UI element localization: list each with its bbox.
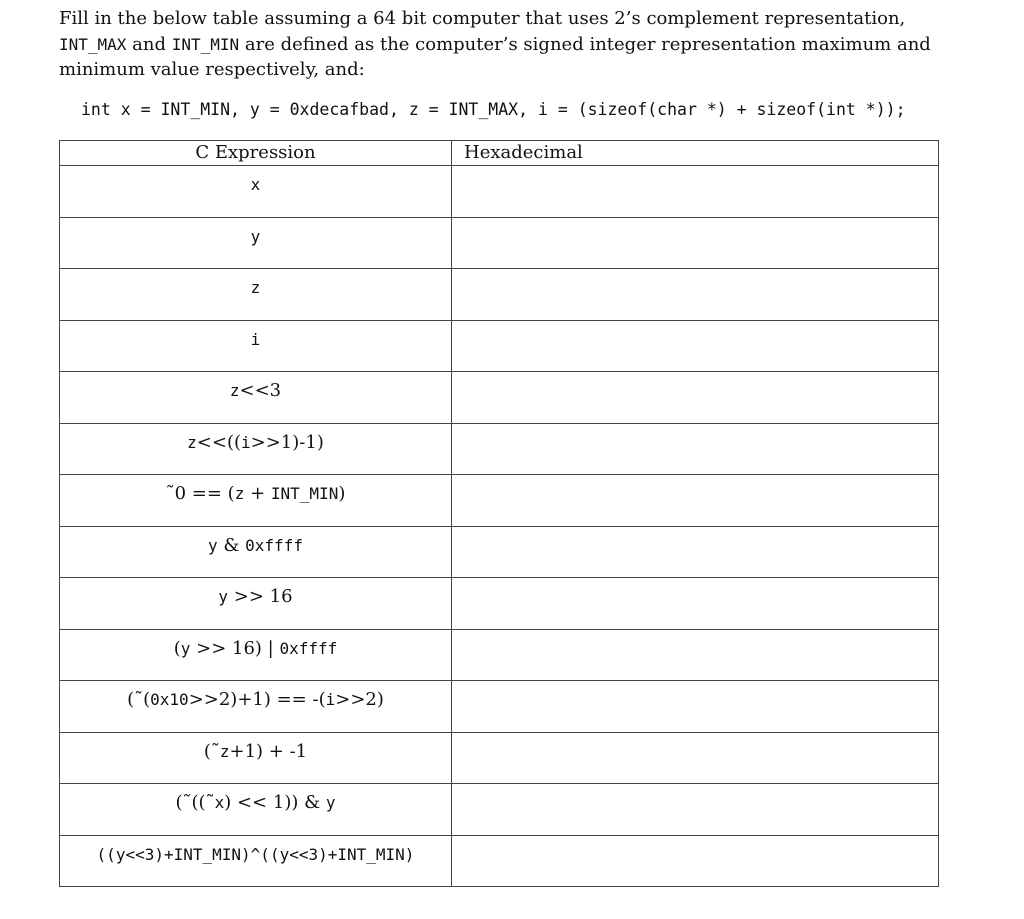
hexadecimal-answer[interactable]	[452, 681, 938, 731]
hexadecimal-answer-cell[interactable]	[452, 835, 939, 887]
hexadecimal-answer[interactable]	[452, 527, 938, 577]
expression-part: ˜0 == (	[165, 483, 235, 504]
hexadecimal-answer[interactable]	[452, 578, 938, 628]
expression-cell	[60, 629, 452, 681]
hexadecimal-answer-cell[interactable]	[452, 578, 939, 630]
c-expression	[60, 424, 451, 454]
expression-table	[59, 140, 939, 887]
expression-cell	[60, 269, 452, 321]
hexadecimal-answer-cell[interactable]	[452, 784, 939, 836]
expression-part: x	[250, 175, 261, 194]
hexadecimal-answer-cell[interactable]	[452, 629, 939, 681]
hexadecimal-answer-cell[interactable]	[452, 166, 939, 218]
hexadecimal-answer[interactable]	[452, 836, 938, 886]
expression-part: y	[325, 793, 336, 812]
expression-part: ) << 1)) &	[224, 792, 326, 813]
table-row	[60, 784, 939, 836]
expression-cell	[60, 681, 452, 733]
expression-part: &	[217, 534, 246, 556]
problem-statement	[59, 6, 959, 83]
hexadecimal-answer[interactable]	[452, 424, 938, 474]
expression-part: y	[208, 535, 218, 555]
table-row	[60, 629, 939, 681]
table-row	[60, 732, 939, 784]
expression-part: z	[250, 278, 261, 297]
expression-part: >> 16	[228, 586, 293, 607]
expression-cell	[60, 526, 452, 578]
expression-part: y	[250, 226, 261, 246]
expression-part: y	[180, 638, 191, 658]
c-expression	[60, 836, 451, 866]
table-header-row	[60, 141, 939, 166]
hexadecimal-answer[interactable]	[452, 269, 938, 319]
expression-part: i	[250, 329, 261, 349]
intro-text-1: Fill in the below table assuming a 64 bit computer that uses 2’s complement representation,	[59, 8, 906, 29]
table-row	[60, 423, 939, 475]
hexadecimal-answer[interactable]	[452, 630, 938, 680]
expression-part: 0xffff	[279, 638, 338, 658]
expression-cell	[60, 166, 452, 218]
table-row	[60, 372, 939, 424]
expression-part: z	[187, 432, 197, 452]
expression-part: i	[241, 432, 251, 452]
hexadecimal-answer[interactable]	[452, 475, 938, 525]
expression-cell	[60, 372, 452, 424]
expression-cell	[60, 217, 452, 269]
expression-part: z	[229, 381, 240, 400]
expression-cell	[60, 835, 452, 887]
expression-part: +	[244, 483, 271, 504]
expression-part: (˜(	[127, 689, 151, 710]
hexadecimal-answer-cell[interactable]	[452, 732, 939, 784]
hexadecimal-answer-cell[interactable]	[452, 681, 939, 733]
table-row	[60, 269, 939, 321]
table-row	[60, 475, 939, 527]
hexadecimal-answer-cell[interactable]	[452, 269, 939, 321]
table-row	[60, 320, 939, 372]
hexadecimal-answer-cell[interactable]	[452, 320, 939, 372]
expression-part: >>2)	[335, 689, 384, 710]
c-expression	[60, 784, 451, 814]
expression-part: i	[325, 690, 336, 709]
c-expression	[60, 630, 451, 660]
expression-part: 0xffff	[245, 535, 303, 555]
expression-part: z	[234, 484, 245, 503]
expression-part: x	[214, 793, 225, 812]
c-expression	[60, 218, 451, 248]
hexadecimal-answer[interactable]	[452, 784, 938, 834]
intro-text-2: and	[126, 33, 172, 55]
hexadecimal-answer[interactable]	[452, 372, 938, 422]
hexadecimal-answer-cell[interactable]	[452, 372, 939, 424]
c-expression	[60, 475, 451, 505]
expression-cell	[60, 784, 452, 836]
expression-cell	[60, 578, 452, 630]
hexadecimal-answer[interactable]	[452, 733, 938, 783]
expression-cell	[60, 423, 452, 475]
table-row	[60, 835, 939, 887]
hexadecimal-answer-cell[interactable]	[452, 217, 939, 269]
hexadecimal-answer-cell[interactable]	[452, 526, 939, 578]
intro-text-3: are defined as the computer’s signed integer representation maximum and minimum value respectively, and:	[59, 33, 931, 80]
variable-declarations: int x = INT_MIN, y = 0xdecafbad, z = INT_MAX, i = (sizeof(char *) + sizeof(int *));	[81, 100, 906, 119]
table-row	[60, 681, 939, 733]
hexadecimal-answer-cell[interactable]	[452, 423, 939, 475]
expression-part: <<3	[239, 380, 282, 401]
hexadecimal-answer[interactable]	[452, 218, 938, 268]
table-row	[60, 578, 939, 630]
expression-part: y	[218, 587, 229, 606]
hexadecimal-answer[interactable]	[452, 166, 938, 216]
int-min-term: INT_MIN	[171, 34, 240, 54]
c-expression	[60, 166, 451, 196]
expression-part: z	[219, 741, 230, 761]
header-c-expression: C Expression	[60, 141, 452, 166]
c-expression	[60, 733, 451, 763]
expression-cell	[60, 475, 452, 527]
expression-part: )	[338, 483, 346, 504]
c-expression	[60, 269, 451, 299]
expression-part: (˜	[203, 740, 220, 762]
expression-part: >>1)-1)	[250, 431, 324, 453]
expression-part: ((y<<3)+INT_MIN)^((y<<3)+INT_MIN)	[96, 844, 415, 864]
expression-part: >>2)+1) == -(	[188, 689, 326, 710]
c-expression	[60, 681, 451, 711]
c-expression	[60, 372, 451, 402]
expression-part: +1) + -1	[229, 740, 308, 762]
header-hexadecimal: Hexadecimal	[452, 141, 939, 166]
expression-part: <<((	[196, 431, 241, 453]
expression-part: (˜((˜	[175, 792, 215, 813]
table-row	[60, 217, 939, 269]
c-expression	[60, 578, 451, 608]
c-expression	[60, 527, 451, 557]
hexadecimal-answer-cell[interactable]	[452, 475, 939, 527]
expression-cell	[60, 732, 452, 784]
table-row	[60, 166, 939, 218]
expression-part: >> 16) |	[190, 637, 280, 659]
expression-part: (	[173, 637, 181, 659]
hexadecimal-answer[interactable]	[452, 321, 938, 371]
expression-part: 0x10	[150, 690, 189, 709]
int-max-term: INT_MAX	[59, 34, 127, 54]
expression-cell	[60, 320, 452, 372]
expression-part: INT_MIN	[270, 484, 339, 503]
table-row	[60, 526, 939, 578]
c-expression	[60, 321, 451, 351]
